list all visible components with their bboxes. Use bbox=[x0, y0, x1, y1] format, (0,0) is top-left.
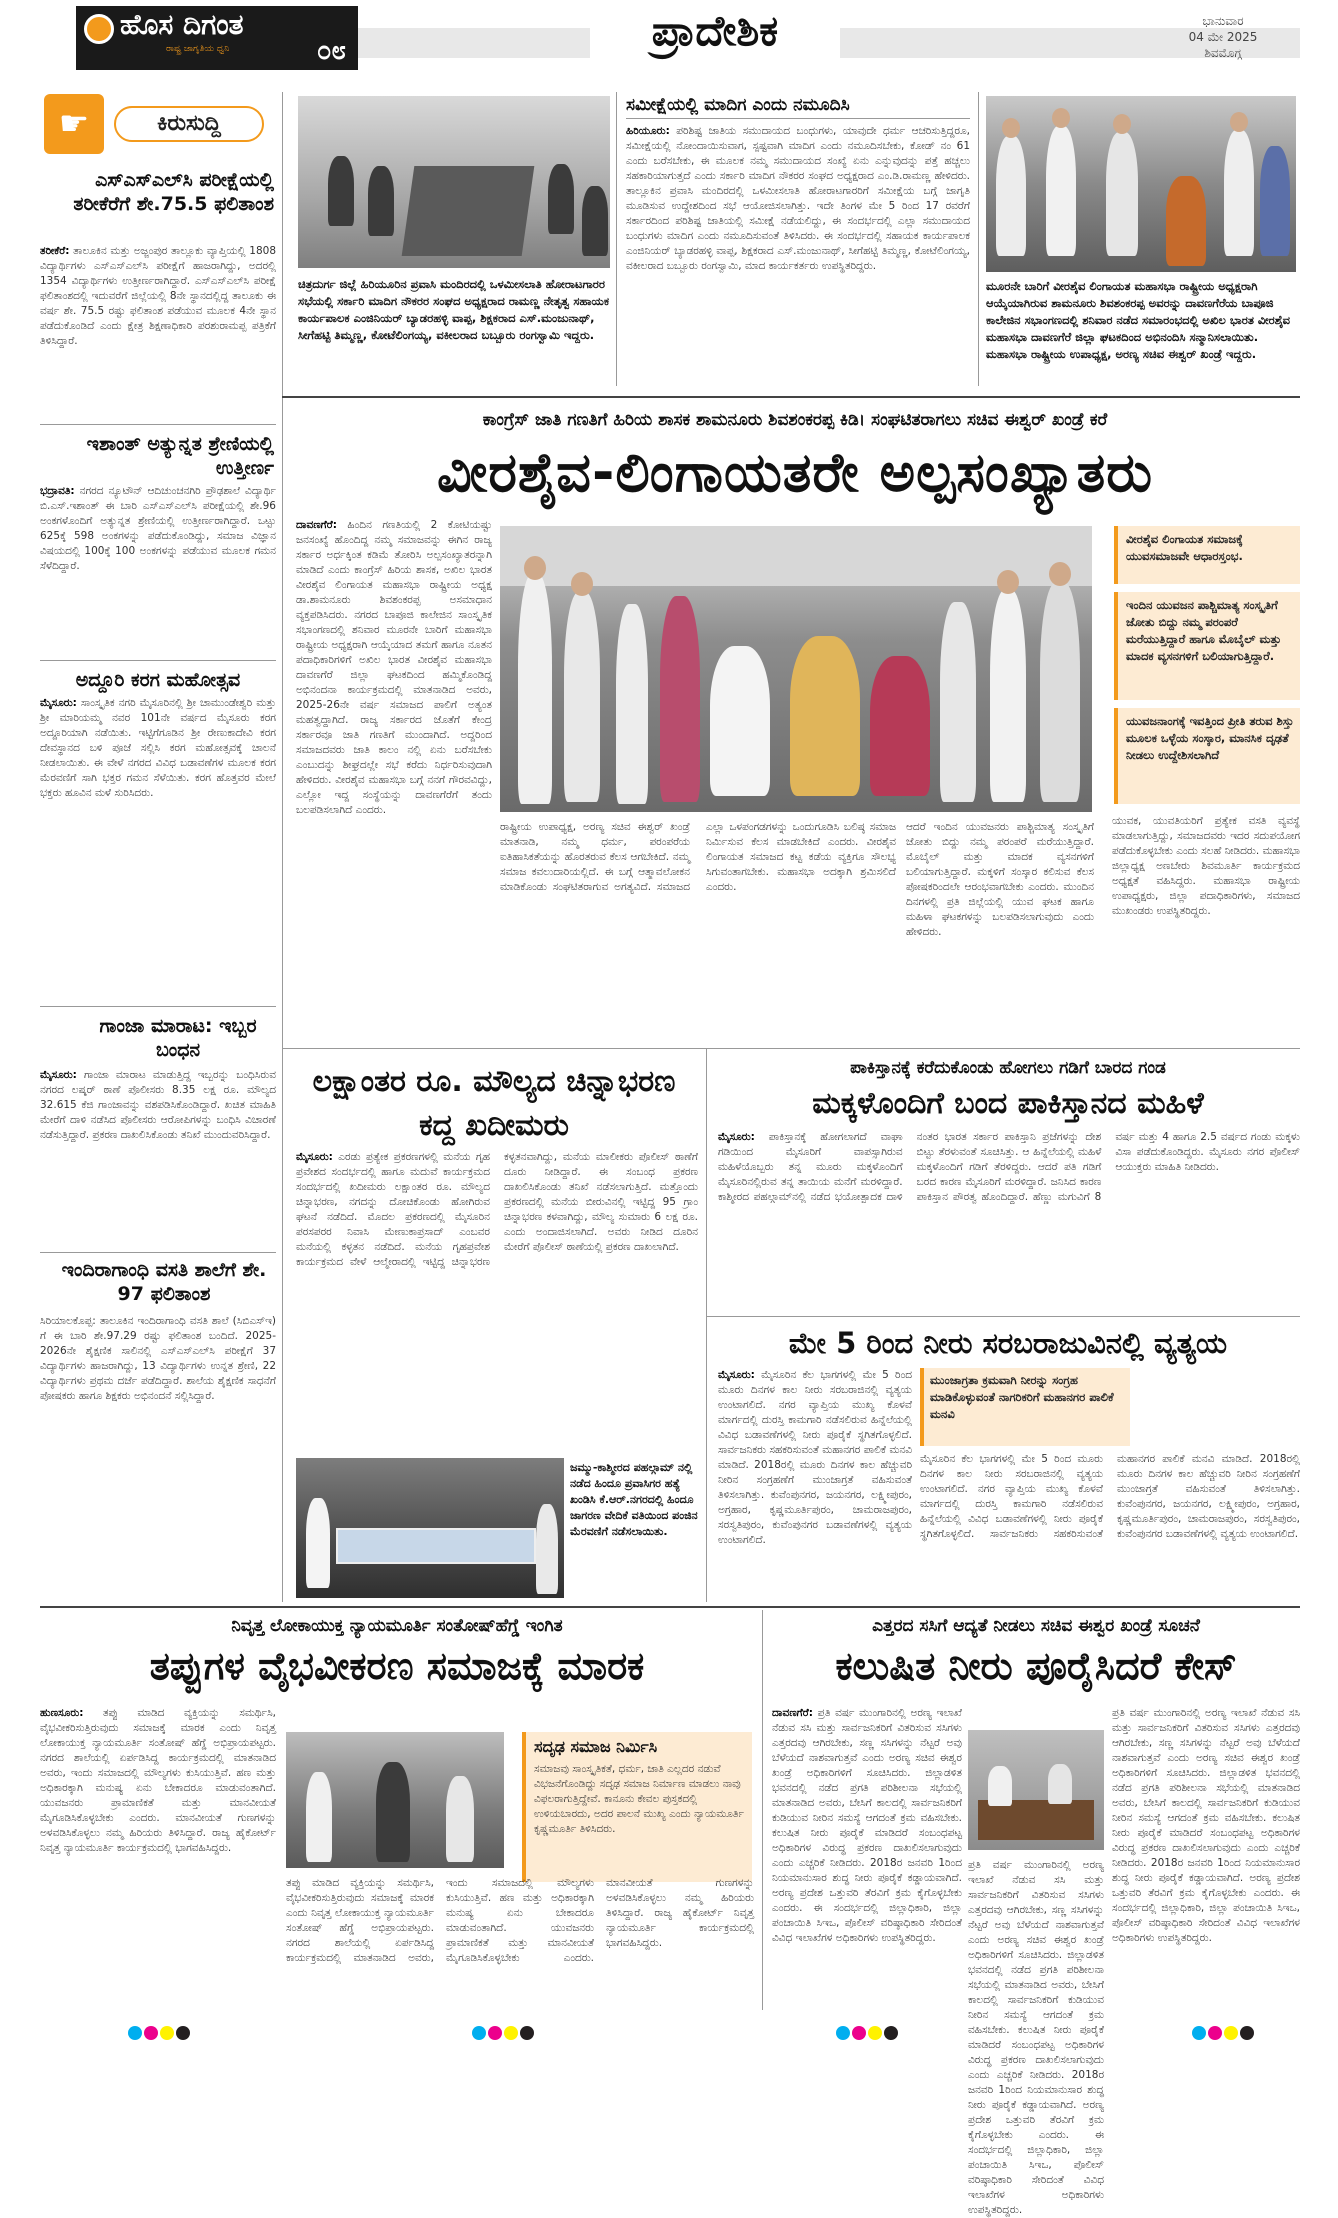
brief-text: ತಾಲೂಕಿನ ಮತ್ತು ಅಜ್ಜಂಪುರ ತಾಲ್ಲೂಕು ವ್ಯಾಪ್ತಿಯಲ್ಲಿ 1808 ವಿದ್ಯಾರ್ಥಿಗಳು ಎಸ್‌ಎಸ್‌ಎಲ್‌ಸಿ ಪರೀಕ್ಷೆಗೆ ಹಾಜರಾಗಿದ್ದು, ಅದರಲ್ಲಿ 1354 ವಿದ್ಯಾರ್ಥಿಗಳು ಉತ್ತೀರ್ಣರಾಗಿದ್ದಾರೆ. ಎಸ್‌ಎಸ್‌ಎಲ್‌ಸಿ ಪರೀಕ್ಷೆ ಫಲಿತಾಂಶದಲ್ಲಿ ಇದುವರೆಗೆ ಜಿಲ್ಲೆಯಲ್ಲಿ 8ನೇ ಸ್ಥಾನದಲ್ಲಿದ್ದ ತಾಲೂಕು ಈ ವರ್ಷ ಶೇ. 75.5 ರಷ್ಟು ಫಲಿತಾಂಶ ಪಡೆಯುವ ಮೂಲಕ 4ನೇ ಸ್ಥಾನ ಪಡೆದುಕೊಂಡಿದೆ ಎಂದು ಕ್ಷೇತ್ರ ಶಿಕ್ಷಣಾಧಿಕಾರಿ ಪರಶುರಾಮಪ್ಪ ಪತ್ರಿಕೆಗೆ ತಿಳಿಸಿದ್ದಾರೆ. bbox=[40, 245, 276, 347]
brief-text: ಸಿರಿಯಾಲಕೊಪ್ಪ: ತಾಲೂಕಿನ ಇಂದಿರಾಗಾಂಧಿ ವಸತಿ ಶಾಲೆ (ಸಿಬಿಎಸ್‌ಇ) ಗೆ ಈ ಬಾರಿ ಶೇ.97.29 ರಷ್ಟು ಫಲಿತಾಂಶ ಬಂದಿದೆ. 2025-2026ನೇ ಶೈಕ್ಷಣಿಕ ಸಾಲಿನಲ್ಲಿ ಎಸ್‌ಎಸ್‌ಎಲ್‌ಸಿ ಪರೀಕ್ಷೆಗೆ 37 ವಿದ್ಯಾರ್ಥಿಗಳು ಹಾಜರಾಗಿದ್ದು, 13 ವಿದ್ಯಾರ್ಥಿಗಳು ಉನ್ನತ ಶ್ರೇಣಿ, 22 ವಿದ್ಯಾರ್ಥಿಗಳು ಪ್ರಥಮ ದರ್ಜೆ ಪಡೆದಿದ್ದಾರೆ. ಶಾಲೆಯ ಶೈಕ್ಷಣಿಕ ಸಾಧನೆಗೆ ಪೋಷಕರು ಹಾಗೂ ಶಿಕ್ಷಕರು ಅಭಿನಂದನೆ ಸಲ್ಲಿಸಿದ್ದಾರೆ. bbox=[40, 1315, 276, 1402]
hegde-body bbox=[40, 1706, 276, 2004]
lead-text: ಯುವಕ, ಯುವತಿಯರಿಗೆ ಪ್ರತ್ಯೇಕ ವಸತಿ ವ್ಯವಸ್ಥೆ ಮಾಡಲಾಗುತ್ತಿದ್ದು, ಸಮಾಜದವರು ಇದರ ಸದುಪಯೋಗ ಪಡೆದುಕೊಳ್ಳಬೇಕು ಎಂದು ಸಲಹೆ ನೀಡಿದರು. ಮಹಾಸಭಾ ಜಿಲ್ಲಾಧ್ಯಕ್ಷ ಅಣಬೇರು ಶಿವಮೂರ್ತಿ ಕಾರ್ಯಕ್ರಮದ ಅಧ್ಯಕ್ಷತೆ ವಹಿಸಿದ್ದರು. ಮಹಾಸಭಾ ರಾಷ್ಟ್ರೀಯ ಉಪಾಧ್ಯಕ್ಷರು, ಜಿಲ್ಲಾ ಪದಾಧಿಕಾರಿಗಳು, ಸಮಾಜದ ಮುಖಂಡರು ಉಪಸ್ಥಿತರಿದ್ದರು. bbox=[1112, 815, 1300, 917]
water-body-cont bbox=[920, 1452, 1300, 1602]
brief-body bbox=[40, 696, 276, 1002]
conference-table bbox=[402, 166, 535, 256]
brief-text: ಸಾಂಸ್ಕೃತಿಕ ನಗರಿ ಮೈಸೂರಿನಲ್ಲಿ ಶ್ರೀ ಚಾಮುಂಡೇಶ್ವರಿ ಮತ್ತು ಶ್ರೀ ಮಾರಿಯಮ್ಮ ನವರ 101ನೇ ವರ್ಷದ ಮೈಸೂರು ಕರಗ ಅದ್ದೂರಿಯಾಗಿ ನಡೆಯಿತು. ಇಟ್ಟಿಗೆಗೂಡಿನ ಶ್ರೀ ರೇಣುಕಾದೇವಿ ಕರಗ ದೇವಸ್ಥಾನದ ಬಳಿ ಪೂಜೆ ಸಲ್ಲಿಸಿ ಕರಗ ಮಹೋತ್ಸವಕ್ಕೆ ಚಾಲನೆ ನೀಡಲಾಯಿತು. ಈ ವೇಳೆ ನಗರದ ವಿವಿಧ ಬಡಾವಣೆಗಳ ಮೂಲಕ ಕರಗ ಮೆರವಣಿಗೆ ಸಾಗಿ ಭಕ್ತರ ಗಮನ ಸೆಳೆಯಿತು. ಕರಗ ಹೊತ್ತವರ ಮೇಲೆ ಭಕ್ತರು ಹೂವಿನ ಮಳೆ ಸುರಿಸಿದರು. bbox=[40, 697, 277, 799]
brief-divider bbox=[40, 660, 276, 661]
section-divider bbox=[282, 1048, 1300, 1049]
felicitation-caption: ಮೂರನೇ ಬಾರಿಗೆ ವೀರಶೈವ ಲಿಂಗಾಯತ ಮಹಾಸಭಾ ರಾಷ್ಟ್ರೀಯ ಅಧ್ಯಕ್ಷರಾಗಿ ಆಯ್ಕೆಯಾಗಿರುವ ಶಾಮನೂರು ಶಿವಶಂಕರಪ್ಪ ಅವರನ್ನು ದಾವಣಗೆರೆಯ ಬಾಪೂಜಿ ಕಾಲೇಜಿನ ಸಭಾಂಗಣದಲ್ಲಿ ಶನಿವಾರ ನಡೆದ ಸಮಾರಂಭದಲ್ಲಿ ಅಖಿಲ ಭಾರತ ವೀರಶೈವ ಮಹಾಸಭಾ ದಾವಣಗೆರೆ ಜಿಲ್ಲಾ ಘಟಕದಿಂದ ಅಭಿನಂದಿಸಿ ಸನ್ಮಾನಿಸಲಾಯಿತು. ಮಹಾಸಭಾ ರಾಷ್ಟ್ರೀಯ ಉಪಾಧ್ಯಕ್ಷ, ಅರಣ್ಯ ಸಚಿವ ಈಶ್ವರ್ ಖಂಡ್ರೆ ಇದ್ದರು. bbox=[986, 279, 1291, 361]
jewel-headline: ಲಕ್ಷಾಂತರ ರೂ. ಮೌಲ್ಯದ ಚಿನ್ನಾಭರಣ ಕದ್ದ ಖದೀಮರು bbox=[312, 1064, 676, 1143]
brief-title: ಗಾಂಜಾ ಮಾರಾಟ: ಇಬ್ಬರ ಬಂಧನ bbox=[99, 1015, 257, 1061]
registration-mark-icon bbox=[144, 2026, 158, 2040]
hegde-headline: ತಪ್ಪುಗಳ ವೈಭವೀಕರಣ ಸಮಾಜಕ್ಕೆ ಮಾರಕ bbox=[149, 1644, 645, 1688]
section-divider bbox=[282, 396, 1300, 398]
brief-divider bbox=[40, 1252, 276, 1253]
registration-mark-icon bbox=[852, 2026, 866, 2040]
brief-dateline: ಮೈಸೂರು: bbox=[40, 1069, 77, 1081]
khandre-headline: ಕಲುಷಿತ ನೀರು ಪೂರೈಸಿದರೆ ಕೇಸ್ bbox=[835, 1644, 1237, 1688]
khandre-kicker: ಎತ್ತರದ ಸಸಿಗೆ ಆದ್ಯತೆ ನೀಡಲು ಸಚಿವ ಈಶ್ವರ ಖಂಡ್ರೆ ಸೂಚನೆ bbox=[872, 1616, 1200, 1636]
registration-mark-icon bbox=[1192, 2026, 1206, 2040]
registration-mark-icon bbox=[176, 2026, 190, 2040]
lead-highlights bbox=[1114, 526, 1300, 806]
khandre-meeting-photo bbox=[968, 1730, 1104, 1850]
kirusuddi-label: ಕಿರುಸುದ್ದಿ bbox=[114, 106, 264, 142]
brief-dateline: ಭದ್ರಾವತಿ: bbox=[40, 485, 75, 497]
meeting-photo bbox=[298, 96, 610, 268]
lead-body-mid bbox=[500, 820, 896, 1042]
highlight-item: ಯುವಜನಾಂಗಕ್ಕೆ ಇವತ್ತಿಂದ ಪ್ರೀತಿ ತರುವ ಶಿಸ್ತು ಮೂಲಕ ಒಳ್ಳೆಯ ಸಂಸ್ಕಾರ, ಮಾನಸಿಕ ದೃಢತೆ ನೀಡಲು ಉದ್ದೇಶಿಸಲಾಗಿದೆ bbox=[1114, 708, 1300, 804]
column-rule bbox=[978, 92, 979, 386]
rally-caption: ಜಮ್ಮು-ಕಾಶ್ಮೀರದ ಪಹಲ್ಗಾಮ್ ನಲ್ಲಿ ನಡೆದ ಹಿಂದೂ ಪ್ರವಾಸಿಗರ ಹತ್ಯೆ ಖಂಡಿಸಿ ಕೆ.ಆರ್.ನಗರದಲ್ಲಿ ಹಿಂದೂ ಜಾಗರಣ ವೇದಿಕೆ ವತಿಯಿಂದ ಪಂಜಿನ ಮೆರವಣಿಗೆ ನಡೆಸಲಾಯಿತು. bbox=[570, 1461, 698, 1538]
rally-banner bbox=[336, 1528, 536, 1564]
masthead bbox=[0, 0, 1338, 74]
khandre-text: ಪ್ರತಿ ವರ್ಷ ಮುಂಗಾರಿನಲ್ಲಿ ಅರಣ್ಯ ಇಲಾಖೆ ನೆಡುವ ಸಸಿ ಮತ್ತು ಸಾರ್ವಜನಿಕರಿಗೆ ವಿತರಿಸುವ ಸಸಿಗಳು ಎತ್ತರದವು ಆಗಿರಬೇಕು, ಸಣ್ಣ ಸಸಿಗಳನ್ನು ನೆಟ್ಟರೆ ಅವು ಬೆಳೆಯದೆ ನಾಶವಾಗುತ್ತವೆ ಎಂದು ಅರಣ್ಯ ಸಚಿವ ಈಶ್ವರ ಖಂಡ್ರೆ ಅಧಿಕಾರಿಗಳಿಗೆ ಸೂಚಿಸಿದರು. ಜಿಲ್ಲಾಡಳಿತ ಭವನದಲ್ಲಿ ನಡೆದ ಪ್ರಗತಿ ಪರಿಶೀಲನಾ ಸಭೆಯಲ್ಲಿ ಮಾತನಾಡಿದ ಅವರು, ಬೇಸಿಗೆ ಕಾಲದಲ್ಲಿ ಸಾರ್ವಜನಿಕರಿಗೆ ಕುಡಿಯುವ ನೀರಿನ ಸಮಸ್ಯೆ ಆಗದಂತೆ ಕ್ರಮ ವಹಿಸಬೇಕು. ಕಲುಷಿತ ನೀರು ಪೂರೈಕೆ ಮಾಡಿದರೆ ಸಂಬಂಧಪಟ್ಟ ಅಧಿಕಾರಿಗಳ ವಿರುದ್ಧ ಪ್ರಕರಣ ದಾಖಲಿಸಲಾಗುವುದು ಎಂದು ಎಚ್ಚರಿಕೆ ನೀಡಿದರು. 2018ರ ಜನವರಿ 1ರಿಂದ ನಿಯಮಾನುಸಾರ ಶುದ್ಧ ನೀರು ಪೂರೈಕೆ ಕಡ್ಡಾಯವಾಗಿದೆ. ಅರಣ್ಯ ಪ್ರದೇಶ ಒತ್ತುವರಿ ತೆರವಿಗೆ ಕ್ರಮ ಕೈಗೊಳ್ಳಬೇಕು ಎಂದರು. ಈ ಸಂದರ್ಭದಲ್ಲಿ ಜಿಲ್ಲಾಧಿಕಾರಿ, ಜಿಲ್ಲಾ ಪಂಚಾಯಿತಿ ಸಿಇಒ, ಪೊಲೀಸ್ ವರಿಷ್ಠಾಧಿಕಾರಿ ಸೇರಿದಂತೆ ವಿವಿಧ ಇಲಾಖೆಗಳ ಅಧಿಕಾರಿಗಳು ಉಪಸ್ಥಿತರಿದ್ದರು. bbox=[772, 1707, 962, 1944]
registration-mark-icon bbox=[472, 2026, 486, 2040]
brief-divider bbox=[40, 424, 276, 425]
headline-underline bbox=[626, 118, 970, 119]
pakistan-kicker: ಪಾಕಿಸ್ತಾನಕ್ಕೆ ಕರೆದುಕೊಂಡು ಹೋಗಲು ಗಡಿಗೆ ಬಾರದ ಗಂಡ bbox=[850, 1058, 1166, 1078]
water-dateline: ಮೈಸೂರು: bbox=[718, 1369, 755, 1381]
khandre-body-right bbox=[1112, 1706, 1300, 2004]
lead-body-right bbox=[906, 820, 1094, 1042]
lead-text: ರಾಷ್ಟ್ರೀಯ ಉಪಾಧ್ಯಕ್ಷ, ಅರಣ್ಯ ಸಚಿವ ಈಶ್ವರ್ ಖಂಡ್ರೆ ಮಾತನಾಡಿ, ನಮ್ಮ ಧರ್ಮ, ಪರಂಪರೆಯ ಐತಿಹಾಸಿಕತೆಯನ್ನು ಹೊರತರುವ ಕೆಲಸ ಆಗಬೇಕಿದೆ. ನಮ್ಮ ಸಮಾಜ ಕವಲುದಾರಿಯಲ್ಲಿದೆ. ಈ ಬಗ್ಗೆ ಆತ್ಮಾವಲೋಕನ ಮಾಡಿಕೊಂಡು ಸಂಘಟಿತರಾಗುವ ಅಗತ್ಯವಿದೆ. ಸಮಾಜದ ಎಲ್ಲಾ ಒಳಪಂಗಡಗಳನ್ನು ಒಂದುಗೂಡಿಸಿ ಬಲಿಷ್ಠ ಸಮಾಜ ನಿರ್ಮಿಸುವ ಕೆಲಸ ಮಾಡಬೇಕಿದೆ ಎಂದರು. ವೀರಶೈವ ಲಿಂಗಾಯತ ಸಮಾಜದ ಕಟ್ಟ ಕಡೆಯ ವ್ಯಕ್ತಿಗೂ ಸೌಲಭ್ಯ ಸಿಗುವಂತಾಗಬೇಕು. ಮಹಾಸಭಾ ಅದಕ್ಕಾಗಿ ಶ್ರಮಿಸಲಿದೆ ಎಂದರು. bbox=[500, 821, 896, 893]
column-rule bbox=[762, 1610, 763, 2010]
registration-mark-icon bbox=[128, 2026, 142, 2040]
lead-body-left bbox=[296, 518, 492, 1040]
column-rule bbox=[616, 92, 617, 386]
hegde-dateline: ಹುಣಸೂರು: bbox=[40, 1707, 84, 1719]
story-dateline: ಹಿರಿಯೂರು: bbox=[626, 125, 670, 137]
water-headline: ಮೇ 5 ರಿಂದ ನೀರು ಸರಬರಾಜುವಿನಲ್ಲಿ ವ್ಯತ್ಯಯ bbox=[788, 1326, 1228, 1360]
registration-marks bbox=[0, 2026, 1338, 2042]
registration-mark-icon bbox=[884, 2026, 898, 2040]
story-text: ಪರಿಶಿಷ್ಟ ಜಾತಿಯ ಸಮುದಾಯದ ಬಂಧುಗಳು, ಯಾವುದೇ ಧರ್ಮ ಆಚರಿಸುತ್ತಿದ್ದರೂ, ಸಮೀಕ್ಷೆಯಲ್ಲಿ ನೋಂದಾಯಿಸುವಾಗ, ಸ್ಪಷ್ಟವಾಗಿ ಮಾದಿಗ ಎಂದು ನಮೂದಿಸಬೇಕು, ಕೋಡ್ ನಂ 61 ಎಂದು ಬರೆಸಬೇಕು, ಈ ಮೂಲಕ ನಮ್ಮ ಸಮುದಾಯದ ಸಂಖ್ಯೆ ಏನು ಎನ್ನುವುದನ್ನು ಪತ್ತೆ ಹಚ್ಚಲು ಸಹಕಾರಿಯಾಗುತ್ತದೆ ಎಂದು ಸರ್ಕಾರಿ ಮಾದಿಗ ನೌಕರರ ಸಂಘದ ಅಧ್ಯಕ್ಷರಾದ ಎಂ.ಡಿ.ರಾಮಣ್ಣ ಹೇಳಿದರು. ತಾಲ್ಲೂಕಿನ ಪ್ರವಾಸಿ ಮಂದಿರದಲ್ಲಿ ಒಳಮೀಸಲಾತಿ ಹೋರಾಟಗಾರರಿಗೆ ಸಮೀಕ್ಷೆಯ ಬಗ್ಗೆ ಜಾಗೃತಿ ಮೂಡಿಸುವ ಉದ್ದೇಶದಿಂದ ಸಭೆ ಆಯೋಜಿಸಲಾಗಿತ್ತು. ಇದೇ ತಿಂಗಳ ಮೇ 5 ರಿಂದ 17 ರವರೆಗೆ ಸರ್ಕಾರದಿಂದ ಪರಿಶಿಷ್ಟ ಜಾತಿಯಲ್ಲಿ ಸಮೀಕ್ಷೆ ನಡೆಯಲಿದ್ದು, ಈ ಸಂದರ್ಭದಲ್ಲಿ ಎಲ್ಲಾ ಸಮುದಾಯದ ಬಂಧುಗಳು ಮಾದಿಗ ಎಂದು ನಮೂದಿಸುವಂತೆ ತಿಳಿಸಿದರು. ಈ ಸಂದರ್ಭದಲ್ಲಿ ಸಹಾಯಕ ಕಾರ್ಯಪಾಲಕ ಎಂಜಿನಿಯರ್ ಬ್ಯಾಡರಹಳ್ಳಿ ವಾಪ್ಪ, ಶಿಕ್ಷಕರಾದ ಎಸ್.ಮಂಜುನಾಥ್, ಸೀಗೆಹಟ್ಟಿ ತಿಮ್ಮಣ್ಣ, ಕೋಟೆಲಿಂಗಯ್ಯ, ವಕೀಲರಾದ ಬಬ್ಬೂರು ರಂಗಸ್ವಾಮಿ, ಮಾದ ಕಾರ್ಯಕರ್ತರು ಉಪಸ್ಥಿತರಿದ್ದರು. bbox=[626, 125, 970, 272]
logo-block bbox=[76, 6, 358, 70]
section-divider bbox=[40, 1606, 1300, 1608]
brief-title: ಇಶಾಂತ್ ಅತ್ಯುನ್ನತ ಶ್ರೇಣಿಯಲ್ಲಿ ಉತ್ತೀರ್ಣ bbox=[86, 433, 274, 479]
column-rule bbox=[282, 92, 283, 1602]
khandre-body bbox=[772, 1706, 962, 2004]
registration-mark-icon bbox=[868, 2026, 882, 2040]
lead-body-far bbox=[1112, 814, 1300, 1042]
khandre-dateline: ದಾವಣಗೆರೆ: bbox=[772, 1707, 813, 1719]
registration-mark-icon bbox=[1240, 2026, 1254, 2040]
masthead-date: 04 ಮೇ 2025 bbox=[1188, 30, 1258, 44]
khandre-text: ಪ್ರತಿ ವರ್ಷ ಮುಂಗಾರಿನಲ್ಲಿ ಅರಣ್ಯ ಇಲಾಖೆ ನೆಡುವ ಸಸಿ ಮತ್ತು ಸಾರ್ವಜನಿಕರಿಗೆ ವಿತರಿಸುವ ಸಸಿಗಳು ಎತ್ತರದವು ಆಗಿರಬೇಕು, ಸಣ್ಣ ಸಸಿಗಳನ್ನು ನೆಟ್ಟರೆ ಅವು ಬೆಳೆಯದೆ ನಾಶವಾಗುತ್ತವೆ ಎಂದು ಅರಣ್ಯ ಸಚಿವ ಈಶ್ವರ ಖಂಡ್ರೆ ಅಧಿಕಾರಿಗಳಿಗೆ ಸೂಚಿಸಿದರು. ಜಿಲ್ಲಾಡಳಿತ ಭವನದಲ್ಲಿ ನಡೆದ ಪ್ರಗತಿ ಪರಿಶೀಲನಾ ಸಭೆಯಲ್ಲಿ ಮಾತನಾಡಿದ ಅವರು, ಬೇಸಿಗೆ ಕಾಲದಲ್ಲಿ ಸಾರ್ವಜನಿಕರಿಗೆ ಕುಡಿಯುವ ನೀರಿನ ಸಮಸ್ಯೆ ಆಗದಂತೆ ಕ್ರಮ ವಹಿಸಬೇಕು. ಕಲುಷಿತ ನೀರು ಪೂರೈಕೆ ಮಾಡಿದರೆ ಸಂಬಂಧಪಟ್ಟ ಅಧಿಕಾರಿಗಳ ವಿರುದ್ಧ ಪ್ರಕರಣ ದಾಖಲಿಸಲಾಗುವುದು ಎಂದು ಎಚ್ಚರಿಕೆ ನೀಡಿದರು. 2018ರ ಜನವರಿ 1ರಿಂದ ನಿಯಮಾನುಸಾರ ಶುದ್ಧ ನೀರು ಪೂರೈಕೆ ಕಡ್ಡಾಯವಾಗಿದೆ. ಅರಣ್ಯ ಪ್ರದೇಶ ಒತ್ತುವರಿ ತೆರವಿಗೆ ಕ್ರಮ ಕೈಗೊಳ್ಳಬೇಕು ಎಂದರು. ಈ ಸಂದರ್ಭದಲ್ಲಿ ಜಿಲ್ಲಾಧಿಕಾರಿ, ಜಿಲ್ಲಾ ಪಂಚಾಯಿತಿ ಸಿಇಒ, ಪೊಲೀಸ್ ವರಿಷ್ಠಾಧಿಕಾರಿ ಸೇರಿದಂತೆ ವಿವಿಧ ಇಲಾಖೆಗಳ ಅಧಿಕಾರಿಗಳು ಉಪಸ್ಥಿತರಿದ್ದರು. bbox=[968, 1859, 1104, 2216]
highlight-item: ವೀರಶೈವ ಲಿಂಗಾಯತ ಸಮಾಜಕ್ಕೆ ಯುವಸಮಾಜವೇ ಆಧಾರಸ್ತಂಭ. bbox=[1114, 526, 1300, 584]
section-divider bbox=[706, 1316, 1300, 1317]
column-rule bbox=[706, 1048, 707, 1602]
lead-kicker: ಕಾಂಗ್ರೆಸ್ ಜಾತಿ ಗಣತಿಗೆ ಹಿರಿಯ ಶಾಸಕ ಶಾಮನೂರು ಶಿವಶಂಕರಪ್ಪ ಕಿಡಿ। ಸಂಘಟಿತರಾಗಲು ಸಚಿವ ಈಶ್ವರ್ ಖಂಡ್ರೆ ಕರೆ bbox=[482, 410, 1108, 430]
lead-dateline: ದಾವಣಗೆರೆ: bbox=[296, 519, 337, 531]
masthead-city: ಶಿವಮೊಗ್ಗ bbox=[1204, 46, 1242, 60]
registration-mark-icon bbox=[488, 2026, 502, 2040]
brief-title: ಇಂದಿರಾಗಾಂಧಿ ವಸತಿ ಶಾಲೆಗೆ ಶೇ. 97 ಫಲಿತಾಂಶ bbox=[61, 1259, 267, 1305]
brief-body bbox=[40, 1314, 276, 1594]
meeting-caption: ಚಿತ್ರದುರ್ಗ ಜಿಲ್ಲೆ ಹಿರಿಯೂರಿನ ಪ್ರವಾಸಿ ಮಂದಿರದಲ್ಲಿ ಒಳಮೀಸಲಾತಿ ಹೋರಾಟಗಾರರ ಸಭೆಯಲ್ಲಿ ಸರ್ಕಾರಿ ಮಾದಿಗ ನೌಕರರ ಸಂಘದ ಅಧ್ಯಕ್ಷರಾದ ರಾಮಣ್ಣ ನೇತೃತ್ವ ಸಹಾಯಕ ಕಾರ್ಯಪಾಲಕ ಎಂಜಿನಿಯರ್ ಬ್ಯಾಡರಹಳ್ಳಿ ವಾಪ್ಪ, ಶಿಕ್ಷಕರಾದ ಎಸ್.ಮಂಜುನಾಥ್, ಸೀಗೆಹಟ್ಟಿ ತಿಮ್ಮಣ್ಣ, ಕೋಟೆಲಿಂಗಯ್ಯ, ವಕೀಲರಾದ ಬಬ್ಬೂರು ರಂಗಸ್ವಾಮಿ ಇದ್ದರು. bbox=[298, 277, 610, 342]
brief-text: ನಗರದ ನ್ಯೂಟೌನ್ ಆದಿಚುಂಚನಗಿರಿ ಪ್ರೌಢಶಾಲೆ ವಿದ್ಯಾರ್ಥಿ ಬಿ.ಎಸ್.ಇಶಾಂತ್ ಈ ಬಾರಿ ಎಸ್‌ಎಸ್‌ಎಲ್‌ಸಿ ಪರೀಕ್ಷೆಯಲ್ಲಿ ಶೇ.96 ಅಂಕಗಳೊಂದಿಗೆ ಅತ್ಯುನ್ನತ ಶ್ರೇಣಿಯಲ್ಲಿ ಉತ್ತೀರ್ಣರಾಗಿದ್ದಾರೆ. ಒಟ್ಟು 625ಕ್ಕೆ 598 ಅಂಕಗಳನ್ನು ಪಡೆದುಕೊಂಡಿದ್ದು, ಸಮಾಜ ವಿಜ್ಞಾನ ವಿಷಯದಲ್ಲಿ 100ಕ್ಕೆ 100 ಅಂಕಗಳನ್ನು ಪಡೆಯುವ ಮೂಲಕ ಗಮನ ಸೆಳೆದಿದ್ದಾರೆ. bbox=[40, 485, 276, 572]
hegde-photo bbox=[286, 1732, 504, 1868]
masthead-day: ಭಾನುವಾರ bbox=[1202, 14, 1244, 28]
pakistan-body bbox=[718, 1130, 1300, 1310]
hegde-text: ತಪ್ಪು ಮಾಡಿದ ವ್ಯಕ್ತಿಯನ್ನು ಸಮರ್ಥಿಸಿ, ವೈಭವೀಕರಿಸುತ್ತಿರುವುದು ಸಮಾಜಕ್ಕೆ ಮಾರಕ ಎಂದು ನಿವೃತ್ತ ಲೋಕಾಯುಕ್ತ ನ್ಯಾಯಮೂರ್ತಿ ಸಂತೋಷ್ ಹೆಗ್ಡೆ ಅಭಿಪ್ರಾಯಪಟ್ಟರು. ನಗರದ ಶಾಲೆಯಲ್ಲಿ ಏರ್ಪಡಿಸಿದ್ದ ಕಾರ್ಯಕ್ರಮದಲ್ಲಿ ಮಾತನಾಡಿದ ಅವರು, ಇಂದು ಸಮಾಜದಲ್ಲಿ ಮೌಲ್ಯಗಳು ಕುಸಿಯುತ್ತಿವೆ. ಹಣ ಮತ್ತು ಅಧಿಕಾರಕ್ಕಾಗಿ ಮನುಷ್ಯ ಏನು ಬೇಕಾದರೂ ಮಾಡುವಂತಾಗಿದೆ. ಯುವಜನರು ಪ್ರಾಮಾಣಿಕತೆ ಮತ್ತು ಮಾನವೀಯತೆ ಮೈಗೂಡಿಸಿಕೊಳ್ಳಬೇಕು ಎಂದರು. ಮಾನವೀಯತೆ ಗುಣಗಳನ್ನು ಅಳವಡಿಸಿಕೊಳ್ಳಲು ನಮ್ಮ ಹಿರಿಯರು ತಿಳಿಸಿದ್ದಾರೆ. ರಾಜ್ಯ ಹೈಕೋರ್ಟ್ ನಿವೃತ್ತ ನ್ಯಾಯಮೂರ್ತಿ ಕಾರ್ಯಕ್ರಮದಲ್ಲಿ ಭಾಗವಹಿಸಿದ್ದರು. bbox=[40, 1707, 277, 1854]
registration-mark-icon bbox=[1224, 2026, 1238, 2040]
hegde-kicker: ನಿವೃತ್ತ ಲೋಕಾಯುಕ್ತ ನ್ಯಾಯಮೂರ್ತಿ ಸಂತೋಷ್‌ಹೆಗ್ಡೆ ಇಂಗಿತ bbox=[231, 1616, 563, 1636]
water-text: ಮೈಸೂರಿನ ಕೆಲ ಭಾಗಗಳಲ್ಲಿ ಮೇ 5 ರಿಂದ ಮೂರು ದಿನಗಳ ಕಾಲ ನೀರು ಸರಬರಾಜಿನಲ್ಲಿ ವ್ಯತ್ಯಯ ಉಂಟಾಗಲಿದೆ. ನಗರ ವ್ಯಾಪ್ತಿಯ ಮುಖ್ಯ ಕೊಳವೆ ಮಾರ್ಗದಲ್ಲಿ ದುರಸ್ತಿ ಕಾಮಗಾರಿ ನಡೆಸಲಿರುವ ಹಿನ್ನೆಲೆಯಲ್ಲಿ ವಿವಿಧ ಬಡಾವಣೆಗಳಲ್ಲಿ ನೀರು ಪೂರೈಕೆ ಸ್ಥಗಿತಗೊಳ್ಳಲಿದೆ. ಸಾರ್ವಜನಿಕರು ಸಹಕರಿಸುವಂತೆ ಮಹಾನಗರ ಪಾಲಿಕೆ ಮನವಿ ಮಾಡಿದೆ. 2018ರಲ್ಲಿ ಮೂರು ದಿನಗಳ ಕಾಲ ಹೆಚ್ಚುವರಿ ನೀರಿನ ಸಂಗ್ರಹಣೆಗೆ ಮುಂಜಾಗ್ರತೆ ವಹಿಸುವಂತೆ ತಿಳಿಸಲಾಗಿತ್ತು. ಕುವೆಂಪುನಗರ, ಜಯನಗರ, ಲಕ್ಷ್ಮೀಪುರಂ, ಅಗ್ರಹಾರ, ಕೃಷ್ಣಮೂರ್ತಿಪುರಂ, ಚಾಮರಾಜಪುರಂ, ಸರಸ್ವತಿಪುರಂ, ಕುವೆಂಪುನಗರ ಬಡಾವಣೆಗಳಲ್ಲಿ ವ್ಯತ್ಯಯ ಉಂಟಾಗಲಿದೆ. bbox=[920, 1453, 1300, 1540]
kirusuddi-column bbox=[40, 92, 276, 1600]
khandre-text: ಪ್ರತಿ ವರ್ಷ ಮುಂಗಾರಿನಲ್ಲಿ ಅರಣ್ಯ ಇಲಾಖೆ ನೆಡುವ ಸಸಿ ಮತ್ತು ಸಾರ್ವಜನಿಕರಿಗೆ ವಿತರಿಸುವ ಸಸಿಗಳು ಎತ್ತರದವು ಆಗಿರಬೇಕು, ಸಣ್ಣ ಸಸಿಗಳನ್ನು ನೆಟ್ಟರೆ ಅವು ಬೆಳೆಯದೆ ನಾಶವಾಗುತ್ತವೆ ಎಂದು ಅರಣ್ಯ ಸಚಿವ ಈಶ್ವರ ಖಂಡ್ರೆ ಅಧಿಕಾರಿಗಳಿಗೆ ಸೂಚಿಸಿದರು. ಜಿಲ್ಲಾಡಳಿತ ಭವನದಲ್ಲಿ ನಡೆದ ಪ್ರಗತಿ ಪರಿಶೀಲನಾ ಸಭೆಯಲ್ಲಿ ಮಾತನಾಡಿದ ಅವರು, ಬೇಸಿಗೆ ಕಾಲದಲ್ಲಿ ಸಾರ್ವಜನಿಕರಿಗೆ ಕುಡಿಯುವ ನೀರಿನ ಸಮಸ್ಯೆ ಆಗದಂತೆ ಕ್ರಮ ವಹಿಸಬೇಕು. ಕಲುಷಿತ ನೀರು ಪೂರೈಕೆ ಮಾಡಿದರೆ ಸಂಬಂಧಪಟ್ಟ ಅಧಿಕಾರಿಗಳ ವಿರುದ್ಧ ಪ್ರಕರಣ ದಾಖಲಿಸಲಾಗುವುದು ಎಂದು ಎಚ್ಚರಿಕೆ ನೀಡಿದರು. 2018ರ ಜನವರಿ 1ರಿಂದ ನಿಯಮಾನುಸಾರ ಶುದ್ಧ ನೀರು ಪೂರೈಕೆ ಕಡ್ಡಾಯವಾಗಿದೆ. ಅರಣ್ಯ ಪ್ರದೇಶ ಒತ್ತುವರಿ ತೆರವಿಗೆ ಕ್ರಮ ಕೈಗೊಳ್ಳಬೇಕು ಎಂದರು. ಈ ಸಂದರ್ಭದಲ್ಲಿ ಜಿಲ್ಲಾಧಿಕಾರಿ, ಜಿಲ್ಲಾ ಪಂಚಾಯಿತಿ ಸಿಇಒ, ಪೊಲೀಸ್ ವರಿಷ್ಠಾಧಿಕಾರಿ ಸೇರಿದಂತೆ ವಿವಿಧ ಇಲಾಖೆಗಳ ಅಧಿಕಾರಿಗಳು ಉಪಸ್ಥಿತರಿದ್ದರು. bbox=[1112, 1707, 1300, 1944]
registration-mark-icon bbox=[504, 2026, 518, 2040]
brief-dateline: ತರೀಕೆರೆ: bbox=[40, 245, 70, 257]
page-number: ೦೮ bbox=[316, 36, 346, 66]
registration-mark-icon bbox=[1208, 2026, 1222, 2040]
hegde-sidebar bbox=[522, 1732, 752, 1882]
lead-text: ಆದರೆ ಇಂದಿನ ಯುವಜನರು ಪಾಶ್ಚಿಮಾತ್ಯ ಸಂಸ್ಕೃತಿಗೆ ಜೋತು ಬಿದ್ದು ನಮ್ಮ ಪರಂಪರೆ ಮರೆಯುತ್ತಿದ್ದಾರೆ. ಮೊಬೈಲ್ ಮತ್ತು ಮಾದಕ ವ್ಯಸನಗಳಿಗೆ ಬಲಿಯಾಗುತ್ತಿದ್ದಾರೆ. ಮಕ್ಕಳಿಗೆ ಸಂಸ್ಕಾರ ಕಲಿಸುವ ಕೆಲಸ ಪೋಷಕರಿಂದಲೇ ಆರಂಭವಾಗಬೇಕು ಎಂದರು. ಮುಂದಿನ ದಿನಗಳಲ್ಲಿ ಪ್ರತಿ ಜಿಲ್ಲೆಯಲ್ಲಿ ಯುವ ಘಟಕ ಹಾಗೂ ಮಹಿಳಾ ಘಟಕಗಳನ್ನು ಬಲಪಡಿಸಲಾಗುವುದು ಎಂದು ಹೇಳಿದರು. bbox=[906, 821, 1094, 938]
lead-group-photo bbox=[500, 526, 1092, 812]
pointing-hand-icon: ☛ bbox=[44, 94, 104, 154]
felicitation-photo bbox=[986, 96, 1296, 272]
brief-body bbox=[40, 244, 276, 420]
water-body bbox=[718, 1368, 912, 1600]
hegde-body-cont bbox=[286, 1876, 754, 2004]
logo-emblem-icon bbox=[84, 14, 114, 44]
kirusuddi-badge bbox=[44, 92, 272, 156]
brief-title: ಎಸ್‌ಎಸ್‌ಎಲ್‌ಸಿ ಪರೀಕ್ಷೆಯಲ್ಲಿ ತರೀಕೆರೆಗೆ ಶೇ.75.5 ಫಲಿತಾಂಶ bbox=[73, 169, 274, 215]
meeting-table bbox=[978, 1800, 1094, 1840]
hegde-sidebar-text: ಸಮಾಜವು ಸಾಂಸ್ಕೃತಿಕತೆ, ಧರ್ಮ, ಜಾತಿ ಎಲ್ಲದರ ನಡುವೆ ವಿಭಜನೆಗೊಂಡಿದ್ದು ಸದೃಢ ಸಮಾಜ ನಿರ್ಮಾಣ ಮಾಡಲು ನಾವು ವಿಫಲರಾಗುತ್ತಿದ್ದೇವೆ. ಕಾನೂನು ಕೇವಲ ಪುಸ್ತಕದಲ್ಲಿ ಉಳಿಯಬಾರದು, ಅದರ ಪಾಲನೆ ಮುಖ್ಯ ಎಂದು ನ್ಯಾಯಮೂರ್ತಿ ಕೃಷ್ಣಮೂರ್ತಿ ತಿಳಿಸಿದರು. bbox=[534, 1763, 744, 1835]
brief-title: ಅದ್ದೂರಿ ಕರಗ ಮಹೋತ್ಸವ bbox=[40, 668, 276, 692]
logo-text: ಹೊಸ ದಿಗಂತ bbox=[120, 8, 244, 41]
jewel-text: ಎರಡು ಪ್ರತ್ಯೇಕ ಪ್ರಕರಣಗಳಲ್ಲಿ ಮನೆಯ ಗೃಹ ಪ್ರವೇಶದ ಸಂದರ್ಭದಲ್ಲಿ ಹಾಗೂ ಮದುವೆ ಕಾರ್ಯಕ್ರಮದ ಸಂದರ್ಭದಲ್ಲಿ ಖದೀಮರು ಲಕ್ಷಾಂತರ ರೂ. ಮೌಲ್ಯದ ಚಿನ್ನಾಭರಣ, ನಗದನ್ನು ದೋಚಿಕೊಂಡು ಹೋಗಿರುವ ಘಟನೆ ನಡೆದಿದೆ. ಮೊದಲ ಪ್ರಕರಣದಲ್ಲಿ ಮೈಸೂರಿನ ಪರಸಪರರ ನಿವಾಸಿ ಮೇಣುಕಾಪ್ರಸಾದ್ ಎಂಬವರ ಮನೆಯಲ್ಲಿ ಕಳ್ಳತನ ನಡೆದಿದೆ. ಮನೆಯ ಗೃಹಪ್ರವೇಶ ಕಾರ್ಯಕ್ರಮದ ವೇಳೆ ಆಲ್ಮೇರಾದಲ್ಲಿ ಇಟ್ಟಿದ್ದ ಚಿನ್ನಾಭರಣ ಕಳ್ಳತನವಾಗಿದ್ದು, ಮನೆಯ ಮಾಲೀಕರು ಪೊಲೀಸ್ ಠಾಣೆಗೆ ದೂರು ನೀಡಿದ್ದಾರೆ. ಈ ಸಂಬಂಧ ಪ್ರಕರಣ ದಾಖಲಿಸಿಕೊಂಡು ತನಿಖೆ ನಡೆಸಲಾಗುತ್ತಿದೆ. ಮತ್ತೊಂದು ಪ್ರಕರಣದಲ್ಲಿ ಮನೆಯ ಬೀರುವಿನಲ್ಲಿ ಇಟ್ಟಿದ್ದ 95 ಗ್ರಾಂ ಚಿನ್ನಾಭರಣ ಕಳವಾಗಿದ್ದು, ಮೌಲ್ಯ ಸುಮಾರು 6 ಲಕ್ಷ ರೂ. ಎಂದು ಅಂದಾಜಿಸಲಾಗಿದೆ. ಅವರು ನೀಡಿದ ದೂರಿನ ಮೇರೆಗೆ ಪೊಲೀಸ್ ಠಾಣೆಯಲ್ಲಿ ಪ್ರಕರಣ ದಾಖಲಾಗಿದೆ. bbox=[296, 1151, 698, 1268]
jewel-body bbox=[296, 1150, 698, 1450]
hegde-text: ತಪ್ಪು ಮಾಡಿದ ವ್ಯಕ್ತಿಯನ್ನು ಸಮರ್ಥಿಸಿ, ವೈಭವೀಕರಿಸುತ್ತಿರುವುದು ಸಮಾಜಕ್ಕೆ ಮಾರಕ ಎಂದು ನಿವೃತ್ತ ಲೋಕಾಯುಕ್ತ ನ್ಯಾಯಮೂರ್ತಿ ಸಂತೋಷ್ ಹೆಗ್ಡೆ ಅಭಿಪ್ರಾಯಪಟ್ಟರು. ನಗರದ ಶಾಲೆಯಲ್ಲಿ ಏರ್ಪಡಿಸಿದ್ದ ಕಾರ್ಯಕ್ರಮದಲ್ಲಿ ಮಾತನಾಡಿದ ಅವರು, ಇಂದು ಸಮಾಜದಲ್ಲಿ ಮೌಲ್ಯಗಳು ಕುಸಿಯುತ್ತಿವೆ. ಹಣ ಮತ್ತು ಅಧಿಕಾರಕ್ಕಾಗಿ ಮನುಷ್ಯ ಏನು ಬೇಕಾದರೂ ಮಾಡುವಂತಾಗಿದೆ. ಯುವಜನರು ಪ್ರಾಮಾಣಿಕತೆ ಮತ್ತು ಮಾನವೀಯತೆ ಮೈಗೂಡಿಸಿಕೊಳ್ಳಬೇಕು ಎಂದರು. ಮಾನವೀಯತೆ ಗುಣಗಳನ್ನು ಅಳವಡಿಸಿಕೊಳ್ಳಲು ನಮ್ಮ ಹಿರಿಯರು ತಿಳಿಸಿದ್ದಾರೆ. ರಾಜ್ಯ ಹೈಕೋರ್ಟ್ ನಿವೃತ್ತ ನ್ಯಾಯಮೂರ್ತಿ ಕಾರ್ಯಕ್ರಮದಲ್ಲಿ ಭಾಗವಹಿಸಿದ್ದರು. bbox=[286, 1877, 754, 1964]
hegde-sidebar-title: ಸದೃಢ ಸಮಾಜ ನಿರ್ಮಿಸಿ bbox=[534, 1737, 658, 1756]
lead-text: ಹಿಂದಿನ ಗಣತಿಯಲ್ಲಿ 2 ಕೋಟಿಯಷ್ಟು ಜನಸಂಖ್ಯೆ ಹೊಂದಿದ್ದ ನಮ್ಮ ಸಮಾಜವನ್ನು ಈಗಿನ ರಾಜ್ಯ ಸರ್ಕಾರ ಅರ್ಧಕ್ಕಿಂತ ಕಡಿಮೆ ತೋರಿಸಿ ಅಲ್ಪಸಂಖ್ಯಾತರನ್ನಾಗಿ ಮಾಡಿದೆ ಎಂದು ಕಾಂಗ್ರೆಸ್ ಹಿರಿಯ ಶಾಸಕ, ಅಖಿಲ ಭಾರತ ವೀರಶೈವ ಲಿಂಗಾಯತ ಮಹಾಸಭಾ ರಾಷ್ಟ್ರೀಯ ಅಧ್ಯಕ್ಷ ಡಾ.ಶಾಮನೂರು ಶಿವಶಂಕರಪ್ಪ ಅಸಮಾಧಾನ ವ್ಯಕ್ತಪಡಿಸಿದರು. ನಗರದ ಬಾಪೂಜಿ ಕಾಲೇಜಿನ ಸಾಂಸ್ಕೃತಿಕ ಸಭಾಂಗಣದಲ್ಲಿ ಶನಿವಾರ ಮೂರನೇ ಬಾರಿಗೆ ಮಹಾಸಭಾ ರಾಷ್ಟ್ರೀಯ ಅಧ್ಯಕ್ಷರಾಗಿ ಆಯ್ಕೆಯಾದ ತಮಗೆ ಹಾಗೂ ನೂತನ ಪದಾಧಿಕಾರಿಗಳಿಗೆ ಅಖಿಲ ಭಾರತ ವೀರಶೈವ ಮಹಾಸಭಾ ದಾವಣಗೆರೆ ಜಿಲ್ಲಾ ಘಟಕದಿಂದ ಹಮ್ಮಿಕೊಂಡಿದ್ದ ಅಭಿನಂದನಾ ಕಾರ್ಯಕ್ರಮದಲ್ಲಿ ಮಾತನಾಡಿದ ಅವರು, 2025-26ನೇ ವರ್ಷ ಸಮಾಜದ ಪಾಲಿಗೆ ಅತ್ಯಂತ ಮಹತ್ವದ್ದಾಗಿದೆ. ರಾಜ್ಯ ಸರ್ಕಾರದ ಜೊತೆಗೆ ಕೇಂದ್ರ ಸರ್ಕಾರವೂ ಜಾತಿ ಗಣತಿಗೆ ಮುಂದಾಗಿದೆ. ಅದ್ದರಿಂದ ಸಮಾಜದವರು ಜಾತಿ ಕಾಲಂ ನಲ್ಲಿ ಏನು ಬರೆಸಬೇಕು ಎಂಬುದನ್ನು ಶೀಘ್ರದಲ್ಲೇ ಸಭೆ ಕರೆದು ನಿರ್ಧರಿಸುವುದಾಗಿ ಹೇಳಿದರು. ವೀರಶೈವ ಮಹಾಸಭಾ ಬಗ್ಗೆ ನನಗೆ ಗೌರವವಿದ್ದು, ಎಲ್ಲೋ ಇದ್ದ ಸಂಸ್ಥೆಯನ್ನು ದಾವಣಗೆರೆಗೆ ತಂದು ಬಲಪಡಿಸಲಾಗಿದೆ ಎಂದರು. bbox=[296, 519, 492, 816]
pakistan-headline: ಮಕ್ಕಳೊಂದಿಗೆ ಬಂದ ಪಾಕಿಸ್ತಾನದ ಮಹಿಳೆ bbox=[812, 1086, 1204, 1121]
water-text: ಮೈಸೂರಿನ ಕೆಲ ಭಾಗಗಳಲ್ಲಿ ಮೇ 5 ರಿಂದ ಮೂರು ದಿನಗಳ ಕಾಲ ನೀರು ಸರಬರಾಜಿನಲ್ಲಿ ವ್ಯತ್ಯಯ ಉಂಟಾಗಲಿದೆ. ನಗರ ವ್ಯಾಪ್ತಿಯ ಮುಖ್ಯ ಕೊಳವೆ ಮಾರ್ಗದಲ್ಲಿ ದುರಸ್ತಿ ಕಾಮಗಾರಿ ನಡೆಸಲಿರುವ ಹಿನ್ನೆಲೆಯಲ್ಲಿ ವಿವಿಧ ಬಡಾವಣೆಗಳಲ್ಲಿ ನೀರು ಪೂರೈಕೆ ಸ್ಥಗಿತಗೊಳ್ಳಲಿದೆ. ಸಾರ್ವಜನಿಕರು ಸಹಕರಿಸುವಂತೆ ಮಹಾನಗರ ಪಾಲಿಕೆ ಮನವಿ ಮಾಡಿದೆ. 2018ರಲ್ಲಿ ಮೂರು ದಿನಗಳ ಕಾಲ ಹೆಚ್ಚುವರಿ ನೀರಿನ ಸಂಗ್ರಹಣೆಗೆ ಮುಂಜಾಗ್ರತೆ ವಹಿಸುವಂತೆ ತಿಳಿಸಲಾಗಿತ್ತು. ಕುವೆಂಪುನಗರ, ಜಯನಗರ, ಲಕ್ಷ್ಮೀಪುರಂ, ಅಗ್ರಹಾರ, ಕೃಷ್ಣಮೂರ್ತಿಪುರಂ, ಚಾಮರಾಜಪುರಂ, ಸರಸ್ವತಿಪುರಂ, ಕುವೆಂಪುನಗರ ಬಡಾವಣೆಗಳಲ್ಲಿ ವ್ಯತ್ಯಯ ಉಂಟಾಗಲಿದೆ. bbox=[718, 1369, 912, 1546]
highlight-item: ಇಂದಿನ ಯುವಜನ ಪಾಶ್ಚಿಮಾತ್ಯ ಸಂಸ್ಕೃತಿಗೆ ಜೋತು ಬಿದ್ದು ನಮ್ಮ ಪರಂಪರೆ ಮರೆಯುತ್ತಿದ್ದಾರೆ ಹಾಗೂ ಮೊಬೈಲ್ ಮತ್ತು ಮಾದಕ ವ್ಯಸನಗಳಿಗೆ ಬಲಿಯಾಗುತ್ತಿದ್ದಾರೆ. bbox=[1114, 592, 1300, 700]
water-notice-text: ಮುಂಜಾಗ್ರತಾ ಕ್ರಮವಾಗಿ ನೀರನ್ನು ಸಂಗ್ರಹ ಮಾಡಿಕೊಳ್ಳುವಂತೆ ನಾಗರಿಕರಿಗೆ ಮಹಾನಗರ ಪಾಲಿಕೆ ಮನವಿ bbox=[930, 1373, 1114, 1421]
rally-photo bbox=[296, 1458, 564, 1598]
jewel-dateline: ಮೈಸೂರು: bbox=[296, 1151, 333, 1163]
logo-tagline: ರಾಷ್ಟ್ರ ಜಾಗೃತಿಯ ಧ್ವನಿ bbox=[166, 44, 230, 54]
story-headline: ಸಮೀಕ್ಷೆಯಲ್ಲಿ ಮಾದಿಗ ಎಂದು ನಮೂದಿಸಿ bbox=[626, 95, 850, 115]
registration-mark-icon bbox=[520, 2026, 534, 2040]
brief-body bbox=[40, 484, 276, 656]
registration-mark-icon bbox=[160, 2026, 174, 2040]
registration-mark-icon bbox=[836, 2026, 850, 2040]
pakistan-dateline: ಮೈಸೂರು: bbox=[718, 1131, 755, 1143]
khandre-body-cont bbox=[968, 1858, 1104, 2216]
pakistan-text: ಪಾಕಿಸ್ತಾನಕ್ಕೆ ಹೋಗಲಾಗದೆ ವಾಘಾ ಗಡಿಯಿಂದ ಮೈಸೂರಿಗೆ ವಾಪಸ್ಸಾಗಿರುವ ಮಹಿಳೆಯೊಬ್ಬರು ತನ್ನ ಮೂರು ಮಕ್ಕಳೊಂದಿಗೆ ಮೈಸೂರಿನಲ್ಲಿರುವ ತನ್ನ ತಾಯಿಯ ಮನೆಗೆ ಮರಳಿದ್ದಾರೆ. ಕಾಶ್ಮೀರದ ಪಹಲ್ಗಾಮ್‌ನಲ್ಲಿ ನಡೆದ ಭಯೋತ್ಪಾದಕ ದಾಳಿ ನಂತರ ಭಾರತ ಸರ್ಕಾರ ಪಾಕಿಸ್ತಾನಿ ಪ್ರಜೆಗಳನ್ನು ದೇಶ ಬಿಟ್ಟು ತೆರಳುವಂತೆ ಸೂಚಿಸಿತ್ತು. ಆ ಹಿನ್ನೆಲೆಯಲ್ಲಿ ಮಹಿಳೆ ಮಕ್ಕಳೊಂದಿಗೆ ಗಡಿಗೆ ತೆರಳಿದ್ದರು. ಆದರೆ ಪತಿ ಗಡಿಗೆ ಬರದ ಕಾರಣ ಮೈಸೂರಿಗೆ ಮರಳಿದ್ದಾರೆ. ಜನಿಸಿದ ಕಾರಣ ಪಾಕಿಸ್ತಾನ ಪೌರತ್ವ ಹೊಂದಿದ್ದಾರೆ. ಹೆಣ್ಣು ಮಗುವಿಗೆ 8 ವರ್ಷ ಮತ್ತು 4 ಹಾಗೂ 2.5 ವರ್ಷದ ಗಂಡು ಮಕ್ಕಳು ವಿಸಾ ಪಡೆದುಕೊಂಡಿದ್ದರು. ಮೈಸೂರು ನಗರ ಪೊಲೀಸ್ ಆಯುಕ್ತರು ಮಾಹಿತಿ ನೀಡಿದರು. bbox=[718, 1131, 1300, 1203]
brief-dateline: ಮೈಸೂರು: bbox=[40, 697, 77, 709]
water-notice bbox=[920, 1368, 1130, 1446]
story-body bbox=[626, 124, 970, 386]
lead-headline: ವೀರಶೈವ-ಲಿಂಗಾಯತರೇ ಅಲ್ಪಸಂಖ್ಯಾತರು bbox=[436, 441, 1154, 504]
section-title: ಪ್ರಾದೇಶಿಕ bbox=[590, 6, 840, 66]
brief-text: ಗಾಂಜಾ ಮಾರಾಟ ಮಾಡುತ್ತಿದ್ದ ಇಬ್ಬರನ್ನು ಬಂಧಿಸಿರುವ ನಗರದ ಲಷ್ಕರ್ ಠಾಣೆ ಪೊಲೀಸರು 8.35 ಲಕ್ಷ ರೂ. ಮೌಲ್ಯದ 32.615 ಕೆಜಿ ಗಾಂಜಾವನ್ನು ವಶಪಡಿಸಿಕೊಂಡಿದ್ದಾರೆ. ಖಚಿತ ಮಾಹಿತಿ ಮೇರೆಗೆ ದಾಳಿ ನಡೆಸಿದ ಪೊಲೀಸರು ಆರೋಪಿಗಳನ್ನು ಬಂಧಿಸಿ ವಿಚಾರಣೆ ನಡೆಸುತ್ತಿದ್ದಾರೆ. ಪ್ರಕರಣ ದಾಖಲಿಸಿಕೊಂಡು ತನಿಖೆ ಮುಂದುವರಿಸಿದ್ದಾರೆ. bbox=[40, 1069, 276, 1141]
brief-divider bbox=[40, 1006, 276, 1007]
